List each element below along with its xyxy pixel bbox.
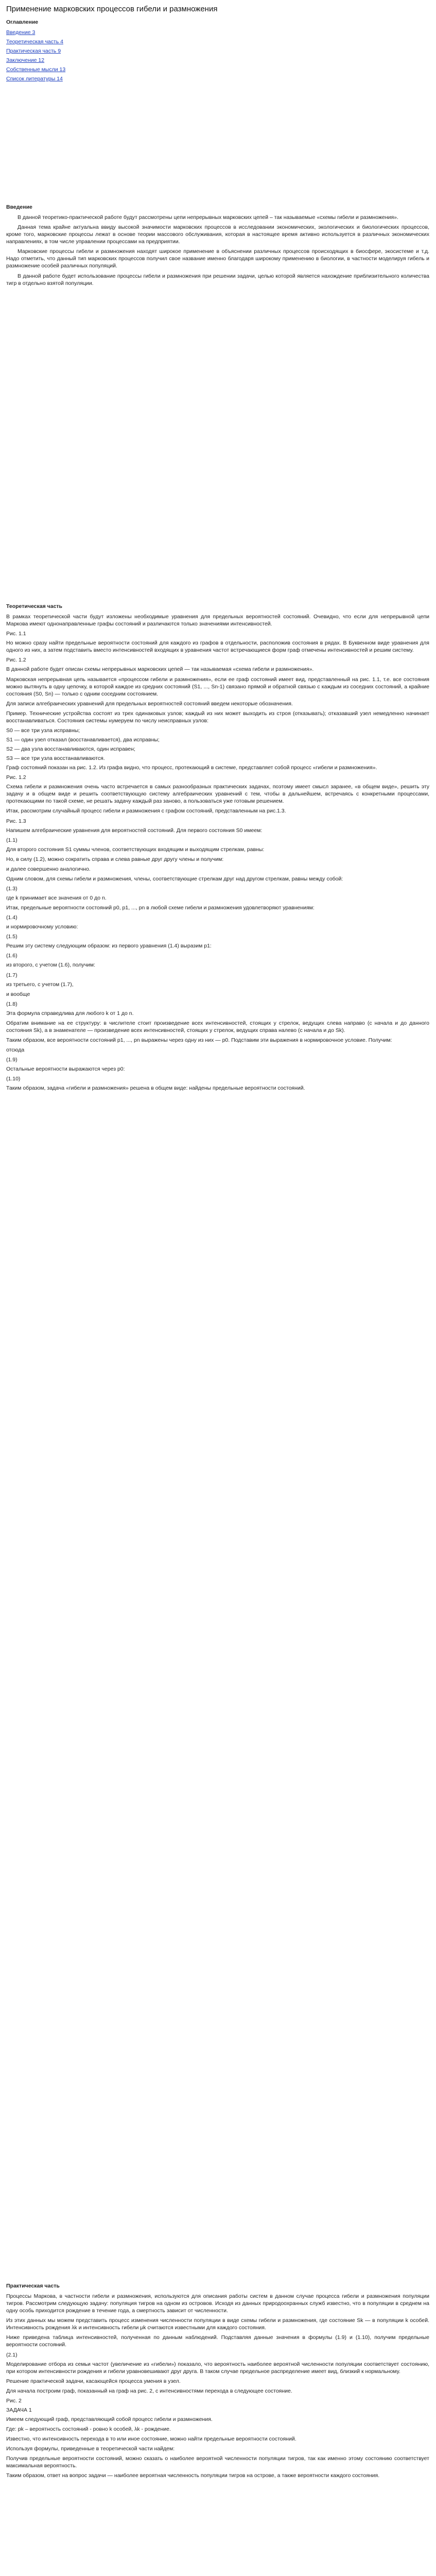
theory-paragraph: Таким образом, все вероятности состояний p1, ..., pn выражены через одну из них — p0. Подставим эти выражения в нормировочное условие. Получим: [6,1037,392,1043]
task-heading: ЗАДАЧА 1 [6,2406,32,2413]
formula-number: (1.8) [6,1001,18,1007]
intro-paragraph: В данной работе будет использование процессы гибели и размножения при решении задачи, целью которой является нахождение приблизительного количества тигр в отдельно взятой популяции. [6,273,429,286]
theory-paragraph: Для записи алгебраических уравнений для предельных вероятностей состояний введем некоторые обозначения. [6,700,293,707]
practice-paragraph: Из этих данных мы можем представить процесс изменения численности популяции в виде схемы гибели и размножения, где состояние Sk — в популяции k особей. Интенсивность рождения λk и интенсивность гибели μk считаются известными для каждого состояния. [6,2317,429,2331]
theory-paragraph: В рамках теоретической части будут изложены необходимые уравнения для предельных вероятностей состояний. Очевидно, что если для непрерывной цепи Маркова имеют однонаправленные графы состояний и различаются только значениями интенсивностей. [6,614,429,628]
practice-paragraph: Таким образом, ответ на вопрос задачи — наиболее вероятная численность популяции тигров на острове, а также вероятности каждого состояния. [6,2472,380,2479]
formula-number: (1.4) [6,914,18,921]
theory-paragraph: Эта формула справедлива для любого k от 1 до n. [6,1010,134,1016]
intro-paragraph: В данной теоретико-практической работе будут рассмотрены цепи непрерывных марковских цепей – так называемые «схемы гибели и размножения». [18,214,398,221]
theory-paragraph: Остальные вероятности выражаются через p0: [6,1066,125,1073]
theory-paragraph: Таким образом, задача «гибели и размножения» решена в общем виде: найдены предельные вероятности состояний. [6,1085,305,1092]
state-item: S3 — все три узла восстанавливаются. [6,755,105,762]
theory-paragraph: из третьего, с учетом (1.7), [6,981,74,988]
section-introduction [6,204,429,290]
theory-paragraph: Обратим внимание на ее структуру: в числителе стоит произведение всех интенсивностей, стоящих у стрелок, ведущих слева направо (с начала и до данного состояния Sk), а в знаменателе — произведение всех интенсивностей, стоящих у стрелок, ведущих справа налево (с начала и до Sk). [6,1020,429,1033]
figure-caption: Рис. 1.1 [6,631,26,637]
theory-paragraph: Итак, предельные вероятности состояний p0, p1, ..., pn в любой схеме гибели и размножения удовлетворяют уравнениям: [6,905,315,911]
theory-paragraph: Напишем алгебраические уравнения для вероятностей состояний. Для первого состояния S0 имеем: [6,827,263,834]
practice-paragraph: Моделирование отбора из семьи частот (увеличение из «гибели») показало, что вероятность наиболее вероятной численности популяции соответствует состоянию, при котором интенсивности рождения и гибели уравновешивают друг друга. В таком случае предельное распределение имеет вид, близкий к нормальному. [6,2361,429,2375]
theory-paragraph: и вообще [6,991,30,997]
theory-paragraph: Пример. Технические устройства состоят из трех одинаковых узлов; каждый из них может выходить из строя (отказывать); отказавший узел немедленно начинает восстанавливаться. Состояния системы нумеруем по числу неисправных узлов: [6,710,429,724]
practice-paragraph: Используя формулы, приведенные в теоретической части найдем: [6,2446,175,2452]
formula-number: (2.1) [6,2351,18,2358]
theory-paragraph: Для второго состояния S1 суммы членов, соответствующих входящим и выходящим стрелкам, равны: [6,846,265,853]
state-item: S1 — один узел отказал (восстанавливается), два исправны; [6,736,160,743]
theory-paragraph: Но, в силу (1.2), можно сократить справа и слева равные друг другу члены и получим: [6,856,224,862]
theory-paragraph: где k принимает все значения от 0 до n. [6,895,107,901]
theory-paragraph: Марковская непрерывная цепь называется «процессом гибели и размножения», если ее граф состояний имеет вид, представленный на рис. 1.1, т.е. все состояния можно вытянуть в одну цепочку, в которой каждое из средних состояний (S1, ..., Sn-1) связано прямой и обратной связью с каждым из соседних состояний, а крайние состояния (S0, Sn) — только с одним соседним состоянием. [6,676,429,697]
theory-paragraph: Решим эту систему следующим образом: из первого уравнения (1.4) выразим p1: [6,943,212,950]
theory-paragraph: и нормировочному условию: [6,924,78,930]
figure-caption: Рис. 1.2 [6,774,26,781]
toc-link-thoughts[interactable]: Собственные мысли 13 [6,66,66,73]
intro-paragraph: Марковские процессы гибели и размножения находят широкое применение в объяснении различных процессов происходящих в биосфере, экосистеме и т.д. Надо отметить, что данный тип марковских процессов получил свое название именно благодаря широкому применению в биологии, в частности моделируя гибель и размножение особей различных популяций. [6,248,429,269]
theory-paragraph: и далее совершенно аналогично. [6,866,91,872]
practice-paragraph: Процессы Маркова, в частности гибели и размножения, используются для описания работы систем в данном случае процесса гибели и размножения популяции тигров. Рассмотрим следующую задачу: популяция тигров на одном из островов. Исходя из данных природоохранных служб известно, что в популяции в среднем на одну особь приходится рождение в течение года, а смертность зависит от численности. [6,2293,429,2314]
state-item: S2 — два узла восстанавливаются, один исправен; [6,746,135,752]
toc-heading: Оглавление [6,19,39,26]
formula-number: (1.3) [6,885,18,892]
state-item: S0 — все три узла исправны; [6,727,80,734]
figure-caption: Рис. 1.2 [6,657,26,664]
theory-paragraph: Схема гибели и размножения очень часто встречается в самых разнообразных практических задачах, поэтому имеет смысл заранее, «в общем виде», решить эту задачу и в общем виде и решить соответствующую систему алгебраических уравнений с тем, чтобы в дальнейшем, встречаясь с конкретными процессами, протекающими по такой схеме, не решать задачу каждый раз заново, а пользоваться уже готовым решением. [6,784,429,805]
section-title-introduction: Введение [6,204,32,210]
practice-paragraph: Ниже приведена таблица интенсивностей, полученная по данным наблюдений. Подставляя данные значения в формулы (1.9) и (1.10), получим предельные вероятности состояний. [6,2334,429,2348]
theory-paragraph: из второго, с учетом (1.6), получим: [6,962,96,969]
figure-caption: Рис. 1.3 [6,818,26,824]
toc-link-theory[interactable]: Теоретическая часть 4 [6,39,63,45]
practice-paragraph: Для начала построим граф, показанный на граф на рис. 2, с интенсивностями перехода в следующее состояние. [6,2387,292,2394]
theory-paragraph: Граф состояний показан на рис. 1.2. Из графа видно, что процесс, протекающий в системе, представляет собой процесс «гибели и размножения». [6,765,377,771]
toc-link-intro[interactable]: Введение 3 [6,29,36,36]
toc-link-conclusion[interactable]: Заключение 12 [6,57,45,64]
formula-number: (1.10) [6,1076,21,1082]
practice-paragraph: Известно, что интенсивность перехода в то или иное состояние, можно найти предельные вероятности состояний. [6,2436,297,2443]
theory-paragraph: В данной работе будет описан схемы непрерывных марковских цепей — так называемая «схема гибели и размножения». [6,666,314,673]
section-practice [6,2282,429,2482]
practice-paragraph: Решение практической задачи, касающейся процесса умения в узел. [6,2378,181,2384]
table-of-contents [6,19,430,82]
section-theory [6,603,429,1094]
toc-link-references[interactable]: Список литературы 14 [6,76,63,82]
section-title-practice: Практическая часть [6,2283,60,2289]
practice-paragraph: Где: pk – вероятность состояний - ровно k особей, λk - рождение. [6,2426,171,2432]
figure-caption: Рис. 2 [6,2397,22,2404]
formula-number: (1.7) [6,972,18,978]
theory-paragraph: Одним словом, для схемы гибели и размножения, члены, соответствующие стрелкам друг над другом стрелкам, равны между собой: [6,875,343,882]
theory-paragraph: Но можно сразу найти предельные вероятности состояний для каждого из графов в отдельности, расположив состояния в рядах. В Буквенном виде уравнения для одного из них, а затем подставить вместо интенсивностей входящих в уравнения частот встречающиеся форм граф отмечены интенсивностей и решим систему. [6,640,429,654]
page-title: Применение марковских процессов гибели и размножения [6,5,218,13]
practice-paragraph: Имеем следующий граф, представляющий собой процесс гибели и размножения. [6,2416,213,2422]
toc-link-practice[interactable]: Практическая часть 9 [6,48,61,55]
theory-paragraph: отсюда [6,1047,25,1053]
practice-paragraph: Получив предельные вероятности состояний, можно сказать о наиболее вероятной численности популяции тигров, так как именно этому состоянию соответствует максимальная вероятность. [6,2455,429,2469]
formula-number: (1.1) [6,837,18,843]
formula-number: (1.5) [6,934,18,940]
intro-paragraph: Данная тема крайне актуальна ввиду высокой значимости марковских процессов в исследовании экономических, экологических и биологических процессов, кроме того, марковские процессы лежат в основе теории массового обслуживания, которая в настоящее время активно используется в различных экономических направлениях, в том числе управлении процессами на предприятии. [6,224,429,245]
section-title-theory: Теоретическая часть [6,603,63,609]
formula-number: (1.9) [6,1057,18,1063]
formula-number: (1.6) [6,953,18,959]
theory-paragraph: Итак, рассмотрим случайный процесс гибели и размножения с графом состояний, представленным на рис.1.3. [6,808,286,815]
